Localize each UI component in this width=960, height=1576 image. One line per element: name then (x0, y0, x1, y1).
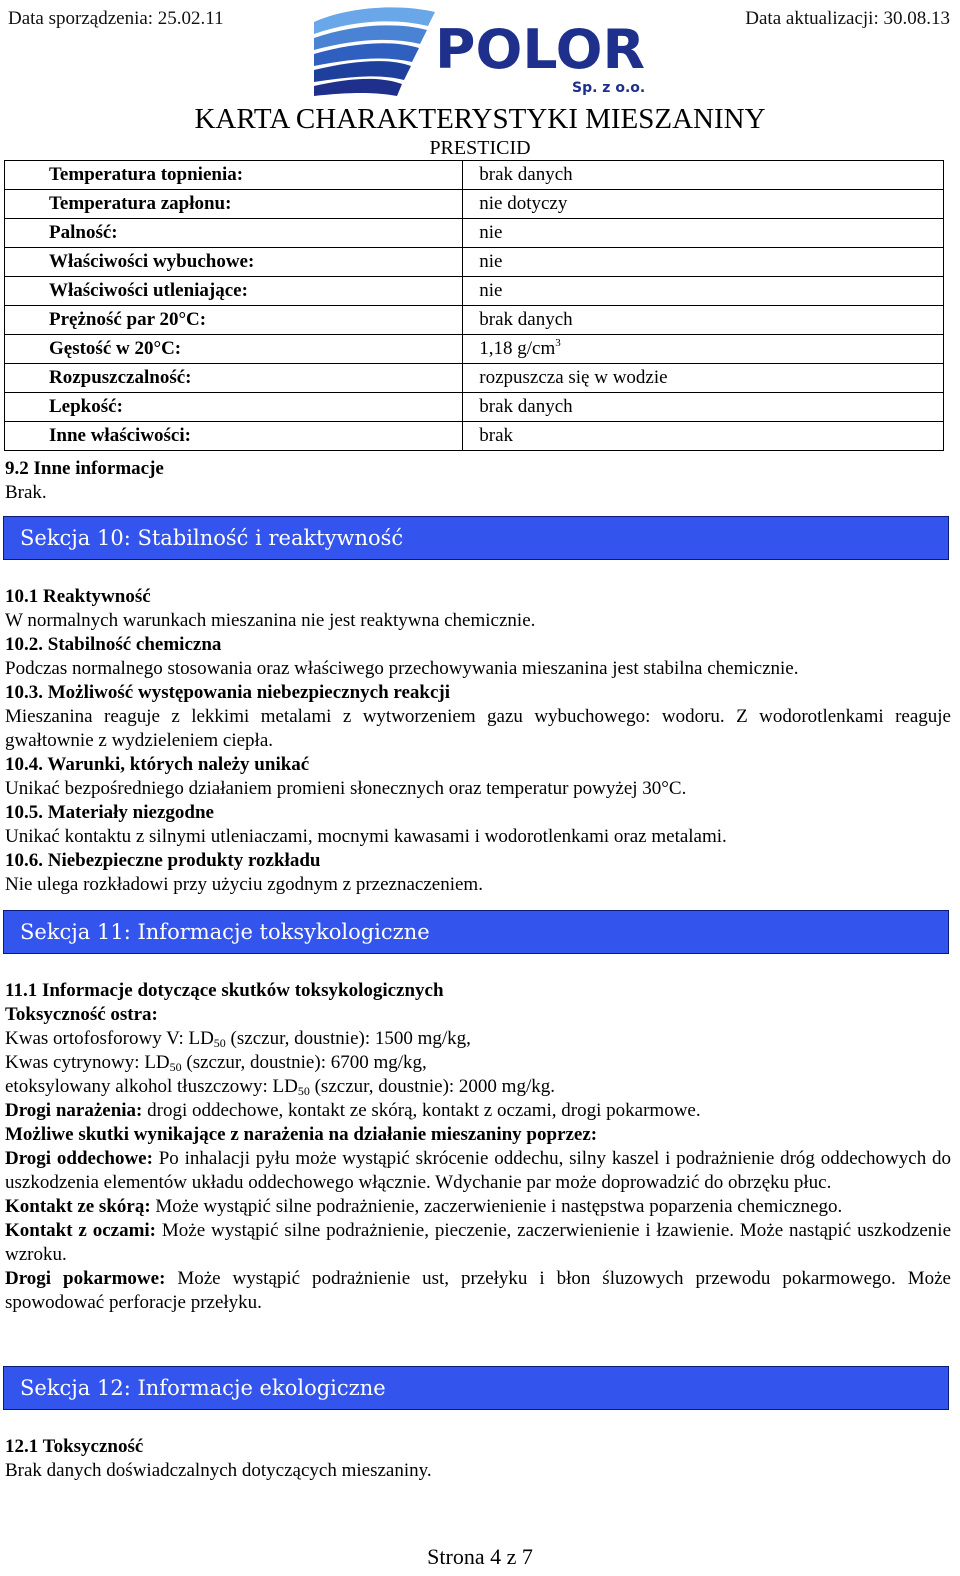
ld-label: LD (272, 1076, 298, 1097)
respiratory-text: Po inhalacji pyłu może wystąpić skrócenie oddechu, silny kaszel i podrażnienie dróg oddechowych do uszkodzenia elementów układu oddechowego włącznie. Wdychanie par może doprowadzić do obrzęku płuc. (5, 1148, 952, 1193)
property-label: Prężność par 20°C: (5, 306, 463, 335)
property-value (463, 335, 944, 364)
oral-label: Drogi pokarmowe: (5, 1268, 166, 1289)
properties-table-body (5, 161, 944, 451)
ld50-line-3 (5, 1075, 951, 1099)
text-10-3: Mieszanina reaguje z lekkimi metalami z wytworzeniem gazu wybuchowego: wodoru. Z wodorotlenkami reaguje gwałtownie z wydzieleniem ciepła. (5, 706, 951, 751)
ld50-value-2: (szczur, doustnie): 6700 mg/kg, (181, 1052, 427, 1073)
oral-text: Może wystąpić podrażnienie ust, przełyku i błon śluzowych przewodu pokarmowego. Może spowodować perforacje przełyku. (5, 1268, 951, 1313)
property-value (463, 277, 944, 306)
heading-10-5: 10.5. Materiały niezgodne (5, 802, 214, 823)
exposure-routes (5, 1099, 951, 1123)
property-value (463, 393, 944, 422)
property-label: Temperatura topnienia: (5, 161, 463, 190)
text-10-6: Nie ulega rozkładowi przy użyciu zgodnym z przeznaczeniem. (5, 874, 483, 895)
document-title: KARTA CHARAKTERYSTYKI MIESZANINY (194, 103, 766, 135)
property-label: Lepkość: (5, 393, 463, 422)
ld50-line-2 (5, 1051, 951, 1075)
skin-label: Kontakt ze skórą: (5, 1196, 151, 1217)
property-label: Gęstość w 20°C: (5, 335, 463, 364)
property-value-text: nie (479, 222, 503, 243)
eye-effects (5, 1219, 951, 1267)
eyes-text: Może wystąpić silne podrażnienie, pieczenie, zaczerwienienie i łzawienie. Może nastąpić uszkodzenie wzroku. (5, 1220, 951, 1265)
text-9-2: Brak. (5, 482, 47, 503)
property-row (5, 306, 944, 335)
properties-table (4, 160, 944, 451)
skin-text: Może wystąpić silne podrażnienie, zaczerwienienie i następstwa poparzenia chemicznego. (150, 1196, 843, 1217)
respiratory-label: Drogi oddechowe: (5, 1148, 153, 1169)
property-row (5, 219, 944, 248)
product-name: PRESTICID (429, 137, 531, 159)
property-value (463, 248, 944, 277)
ld50-substance-3: etoksylowany alkohol tłuszczowy: (5, 1076, 273, 1097)
property-row (5, 248, 944, 277)
heading-11-1: 11.1 Informacje dotyczące skutków toksykologicznych (5, 980, 444, 1001)
eyes-label: Kontakt z oczami: (5, 1220, 157, 1241)
property-value-text: nie (479, 251, 503, 272)
property-label: Inne właściwości: (5, 422, 463, 451)
skin-effects (5, 1195, 951, 1219)
property-value (463, 422, 944, 451)
text-10-2: Podczas normalnego stosowania oraz właściwego przechowywania mieszanina jest stabilna chemicznie. (5, 658, 799, 679)
ld50-value-1: (szczur, doustnie): 1500 mg/kg, (225, 1028, 471, 1049)
property-value-superscript: 3 (555, 337, 561, 349)
text-10-1: W normalnych warunkach mieszanina nie jest reaktywna chemicznie. (5, 610, 536, 631)
logo-wordmark: POLOR (435, 18, 645, 81)
property-label: Właściwości wybuchowe: (5, 248, 463, 277)
property-value-text: brak danych (479, 164, 573, 185)
text-12-1: Brak danych doświadczalnych dotyczących mieszaniny. (5, 1460, 432, 1481)
property-value-text: brak (479, 425, 514, 446)
polor-logo (310, 4, 660, 100)
ld50-substance-2: Kwas cytrynowy: (5, 1052, 145, 1073)
property-value-text: nie (479, 280, 503, 301)
property-value-text: brak danych (479, 309, 573, 330)
property-value (463, 306, 944, 335)
text-10-4: Unikać bezpośredniego działaniem promieni słonecznych oraz temperatur powyżej 30°C. (5, 778, 687, 799)
ld-label: LD (144, 1052, 170, 1073)
heading-10-1: 10.1 Reaktywność (5, 586, 151, 607)
exposure-routes-label: Drogi narażenia: (5, 1100, 143, 1121)
effects-heading: Możliwe skutki wynikające z narażenia na działanie mieszaniny poprzez: (5, 1124, 598, 1145)
section-9-2 (5, 457, 951, 505)
section-10-body (5, 585, 951, 897)
oral-effects (5, 1267, 951, 1315)
logo-subtext: Sp. z o.o. (572, 80, 646, 96)
ld-subscript: 50 (297, 1084, 310, 1098)
heading-9-2: 9.2 Inne informacje (5, 458, 164, 479)
section-11-header: Sekcja 11: Informacje toksykologiczne (3, 910, 949, 954)
heading-10-6: 10.6. Niebezpieczne produkty rozkładu (5, 850, 321, 871)
section-11-body (5, 979, 951, 1315)
property-value (463, 190, 944, 219)
acute-toxicity-heading: Toksyczność ostra: (5, 1004, 158, 1025)
text-10-5: Unikać kontaktu z silnymi utleniaczami, mocnymi kawasami i wodorotlenkami oraz metalami. (5, 826, 727, 847)
property-value (463, 219, 944, 248)
property-value-text: nie dotyczy (479, 193, 568, 214)
property-row (5, 277, 944, 306)
property-value (463, 364, 944, 393)
ld50-value-3: (szczur, doustnie): 2000 mg/kg. (309, 1076, 555, 1097)
exposure-routes-text: drogi oddechowe, kontakt ze skórą, kontakt z oczami, drogi pokarmowe. (142, 1100, 701, 1121)
ld50-substance-1: Kwas ortofosforowy V: (5, 1028, 189, 1049)
ld-subscript: 50 (169, 1060, 182, 1074)
property-value-text: 1,18 g/cm (479, 338, 556, 359)
ld-label: LD (188, 1028, 214, 1049)
property-value-text: brak danych (479, 396, 573, 417)
property-row (5, 393, 944, 422)
property-value-text: rozpuszcza się w wodzie (479, 367, 668, 388)
polor-logo-graphic (310, 4, 660, 100)
section-12-header: Sekcja 12: Informacje ekologiczne (3, 1366, 949, 1410)
heading-10-2: 10.2. Stabilność chemiczna (5, 634, 222, 655)
property-value (463, 161, 944, 190)
property-row (5, 190, 944, 219)
respiratory-effects (5, 1147, 951, 1195)
property-row (5, 161, 944, 190)
date-created: Data sporządzenia: 25.02.11 (8, 8, 224, 29)
section-10-header: Sekcja 10: Stabilność i reaktywność (3, 516, 949, 560)
ld50-line-1 (5, 1027, 951, 1051)
property-label: Rozpuszczalność: (5, 364, 463, 393)
heading-10-3: 10.3. Możliwość występowania niebezpiecznych reakcji (5, 682, 451, 703)
ld-subscript: 50 (213, 1036, 226, 1050)
property-row (5, 335, 944, 364)
date-updated: Data aktualizacji: 30.08.13 (745, 8, 950, 29)
heading-12-1: 12.1 Toksyczność (5, 1436, 144, 1457)
property-row (5, 422, 944, 451)
page-number: Strona 4 z 7 (427, 1544, 533, 1569)
property-label: Temperatura zapłonu: (5, 190, 463, 219)
property-label: Właściwości utleniające: (5, 277, 463, 306)
property-label: Palność: (5, 219, 463, 248)
heading-10-4: 10.4. Warunki, których należy unikać (5, 754, 310, 775)
property-row (5, 364, 944, 393)
section-12-body (5, 1435, 951, 1483)
